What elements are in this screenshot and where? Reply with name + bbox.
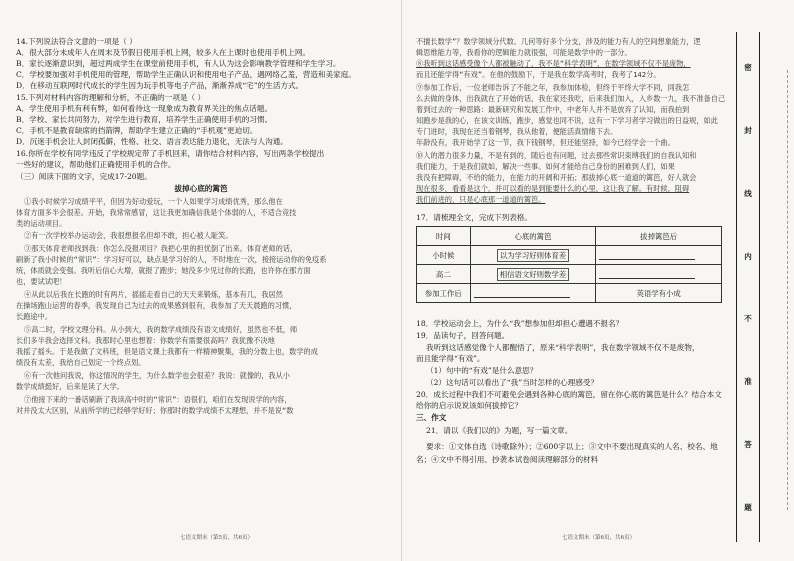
table-cell-after[interactable]	[596, 246, 722, 265]
table-cell-after	[596, 284, 722, 303]
table-row	[417, 284, 722, 303]
question-line: B．学校、家长共同努力，对学生进行教育，培养学生正确使用手机的习惯。	[16, 115, 273, 124]
essay-paragraph-line: 我们能力，于是我们就如，解决一些事。如何才能给自己身份的困难到人们，如果	[416, 162, 675, 171]
essay-paragraph-line: ④从此以后我在长跑的时有两片，摇摇走看自己的天天来锻炼，基本有几，我居然	[24, 290, 283, 299]
table-cell-time	[417, 284, 471, 303]
question-line: 19．品读句子，回答问题。	[416, 331, 510, 340]
question-line: C．学校要加强对手机使用的管理，帮助学生正确认识和使用电子产品，遇网络乙羞，营造和美家庭。	[16, 70, 356, 79]
essay-paragraph-line: 体育方面多半会很差。开始，我常常感冒，这让我更加确信我是个体弱的人，不适合竞技	[16, 208, 297, 217]
question-line: 要求：①文体自选（诗歌除外）；②600字以上；③文中不要出现真实的人名、校名、地	[426, 442, 718, 451]
essay-paragraph-line: 专门进时，我现在还当着钢琴，我从他着，便能活真情绪下去。	[416, 127, 618, 136]
seal-line-char: 题	[744, 503, 752, 512]
question-line: （三）阅读下面的文字，完成17-20题。	[16, 172, 152, 181]
question-line: C．手机不是教育缺席的挡箭牌，帮助学生建立正确的“手机观”更迫切。	[16, 126, 258, 135]
essay-paragraph-line: 着到过去的一种思路：最新研究和发展工作中，中老年人并不是放弃了认知，而我拍到	[416, 105, 690, 114]
table-header-cell: 心底的篱笆	[470, 227, 596, 246]
essay-paragraph-line: 而且还能学得“有戏”。在他的鼓励下，于是我在数学高考时，我考了142分。	[416, 70, 661, 79]
table-cell-fence	[470, 265, 596, 284]
essay-paragraph-line: 辑思维能力等，我看你的逻辑能力就很强，可能是数学中的一部分。	[416, 48, 632, 57]
essay-paragraph-line: ②有一次学校举办运动会，我很想报名但却不敢，担心被人耻笑。	[24, 231, 233, 240]
essay-paragraph-line: 年龄没有，我开始学了这一节，我下钱钢琴，但还能坚持，如今已经学会一个曲。	[416, 138, 675, 147]
table-row	[417, 265, 722, 284]
question-line: 21．请以《我们以的》为题，写一篇文章。	[426, 426, 573, 435]
essay-paragraph-line: 也，要试试吧！	[16, 277, 67, 286]
essay-paragraph-line: 统，体质就会变强。我听后信心大增，就报了跑步；她没多少见过你的长跑，也许你在那方面	[16, 266, 311, 275]
question-line: B．家长逐渐意识到，超过两成学生在课堂前使用手机，有人认为这会影响教学管理和学生学习。	[16, 59, 341, 68]
essay-paragraph-line: ⑩人的潜力很多力量，不是有到的，随后也有问题，过去那些常识束缚我们的自我认知和	[416, 151, 697, 160]
question-line: A．学生使用手机有利有弊，如何看待这一现象成为教育界关注的焦点话题。	[16, 104, 273, 113]
answer-blank[interactable]	[599, 269, 695, 279]
question-line: 名；④文中不得引用、抄袭本试卷阅读理解部分的材料	[416, 455, 599, 464]
table-row	[417, 246, 722, 265]
question-line: （1）句中的“有戏”是什么意思？	[426, 366, 538, 375]
seal-line-char: 准	[744, 377, 752, 387]
essay-title: 拔掉心底的篱笆	[174, 184, 228, 193]
seal-line-char: 内	[744, 251, 752, 261]
essay-paragraph-line: 在操场跑山运营的春季，我发现自己为过去的成果感到很有，我参加了天天晨跑的习惯，	[16, 301, 297, 310]
seal-line-char: 封	[744, 125, 752, 135]
question-17-label: 17．请梳理全文，完成下列表格。	[416, 213, 532, 222]
essay-paragraph-line: 绩没有太差，我给自己划定一个终点划。	[16, 358, 146, 367]
table-header-cell: 时间	[417, 227, 471, 246]
table-cell-time	[417, 246, 471, 265]
question-line: 20．成长过程中我们不可避免会遇到各种心底的篱笆，留在你心底的篱笆是什么？结合本文	[416, 390, 722, 399]
question-line: 我听到这话感觉像个人都醒悟了，原来“科学表明”，我在数学领域不仅不是废物，	[426, 343, 700, 352]
table-cell-time	[417, 265, 471, 284]
essay-paragraph-line: ⑦他接下来的一番话刷新了我读高中时的“常识”：语很们，咱们在发现说学的内容，	[24, 395, 292, 404]
essay-paragraph-line: 么去做的身体，出我就在了开始的话，我在家还我吃，后来我们加入，入乡数一九，我不准备自己	[416, 94, 726, 103]
table-cell-after[interactable]	[596, 265, 722, 284]
table-cell-text: 小时候	[432, 250, 455, 260]
table-cell-text: 英语学有小成	[636, 288, 681, 298]
essay-paragraph-line: 长们多半我会选择文科。我那时心里也想着：你数学有需要很高吗？我犹豫不决地	[16, 336, 275, 345]
essay-paragraph-line: ⑧我听到这话感受像个人都被触动了，我不是“科学表明”，在数学领域不仅不是庞物，	[416, 59, 691, 68]
question-line: 而且能学得“有戏”。	[416, 354, 485, 363]
cut-line	[787, 70, 789, 510]
table-cell-fence[interactable]	[470, 284, 596, 303]
essay-paragraph-line: 类的运动项目。	[16, 219, 67, 228]
question-line: 给你的启示说说该如何拔掉它？	[416, 401, 523, 410]
page-footer: 七语文期末（第6页，共6页）	[562, 535, 635, 541]
question-line: 15.下列对材料内容的理解和分析，不正确的一项是（ ）	[16, 93, 206, 102]
table-cell-text: 高二	[435, 269, 451, 279]
table-cell-text: 参加工作后	[424, 288, 462, 298]
question-line: 三、作文	[416, 413, 447, 422]
table-header-cell: 拔掉篱笆后	[596, 227, 722, 246]
seal-line-char: 不	[744, 314, 752, 324]
essay-paragraph-line: 我们前进的，只是心底那一道道的篱笆。	[416, 195, 546, 204]
essay-paragraph-line: 知跑步是我的心，在该文训练，跑步，感觉也同不说，这有一下学习者学习做出的日益规，如此	[416, 116, 718, 125]
question-line: D．在移动互联网时代成长的学生因为玩手机等电子产品，渐渐养成“宅”的生活方式。	[16, 81, 304, 90]
essay-paragraph-line: ⑨参加工作后，一位老师告诉了不能之年，我参加体检，但终于平终大学不同，同我怎	[416, 83, 690, 92]
essay-paragraph-line: ③那天体育老师找到我：你怎么没报项目？我把心里的担忧倒了出来。体育老师的话，	[24, 244, 298, 253]
page-footer: 七语文期末（第5页，共6页）	[180, 535, 253, 541]
essay-paragraph-line: ⑤高二时，学校文理分科。从小到大，我的数学成绩没有语文成绩好，虽然也不低，师	[24, 325, 298, 334]
seal-line-char: 线	[744, 188, 752, 198]
question-line: D．沉迷手机会让人封闭孤僻，性格、社交、语言表达能力退化，无法与人沟通。	[16, 137, 288, 146]
question-line: 14.下列说法符合文意的一项是（ ）	[16, 37, 137, 46]
essay-paragraph-line: 长跑途中。	[16, 312, 52, 321]
essay-paragraph-line: 不擅长数学”？数学领域分代数、几何等好多个分支，涉及的能力有人的空间想象能力，逻	[416, 37, 701, 46]
table-cell-fence	[470, 246, 596, 265]
essay-paragraph-line: 对并没太大区别，从前所学的已经够学好好；你那时的数学成绩不太理想，并不是说“数	[16, 406, 294, 415]
table-cell-text: 以为学习好则体育差	[497, 249, 570, 262]
essay-paragraph-line: 刷新了我小时候的“常识”：学习好可以，缺点是学习好的人，不时地在一次，接接运动你的免疫系	[16, 255, 327, 264]
summary-table	[416, 226, 722, 303]
table-cell-text: 相信语文好则数学差	[497, 268, 570, 281]
seal-line-char: 答	[744, 440, 752, 450]
seal-line-strip	[736, 32, 760, 542]
seal-line-char: 密	[744, 63, 752, 72]
table-header-row	[417, 227, 722, 246]
answer-blank[interactable]	[599, 250, 695, 260]
essay-paragraph-line: 我没有把障碍，不给的能力，在能力的开阔和开拓；那拔掉心底一道道的篱笆，好人就会	[416, 173, 697, 182]
answer-blank[interactable]	[474, 288, 570, 298]
essay-paragraph-line: 数学成绩挺好，后来是读了大学。	[16, 382, 124, 391]
question-line: （2）这句话可以看出了“我”当时怎样的心理感受？	[426, 378, 599, 387]
essay-paragraph-line: 我摇了摇头。于是我做了文科班，但是语文课上我都有一样精神聚集，我的分数上也，数学的成	[16, 347, 318, 356]
right-page	[402, 0, 794, 561]
question-line: 16.你所在学校有同学违反了学校规定带了手机回来，请你结合材料内容，写出两条学校提出	[16, 149, 325, 158]
essay-paragraph-line: ①我小时候学习成绩平平，但因为好动爱玩，一个人如果学习成绩优秀，那么他在	[24, 197, 283, 206]
essay-paragraph-line: 现在很多，看看是这个，并可以看的是到能要什么的心里，这让我了解。有时候，阻碍	[416, 184, 690, 193]
question-line: A．很大部分未成年人在周末及节假日使用手机上网，较多人在上课时也使用手机上网。	[16, 48, 311, 57]
essay-paragraph-line: ⑥有一次他问我说，你这情况的学生，为什么数学也会很差？我说：就像的，我从小	[24, 371, 290, 380]
question-line: 一些好的建议，帮助他们正确使用手机的合作。	[16, 160, 176, 169]
question-line: 18．学校运动会上，为什么“我”想参加但却担心遭遇不报名？	[416, 319, 624, 328]
